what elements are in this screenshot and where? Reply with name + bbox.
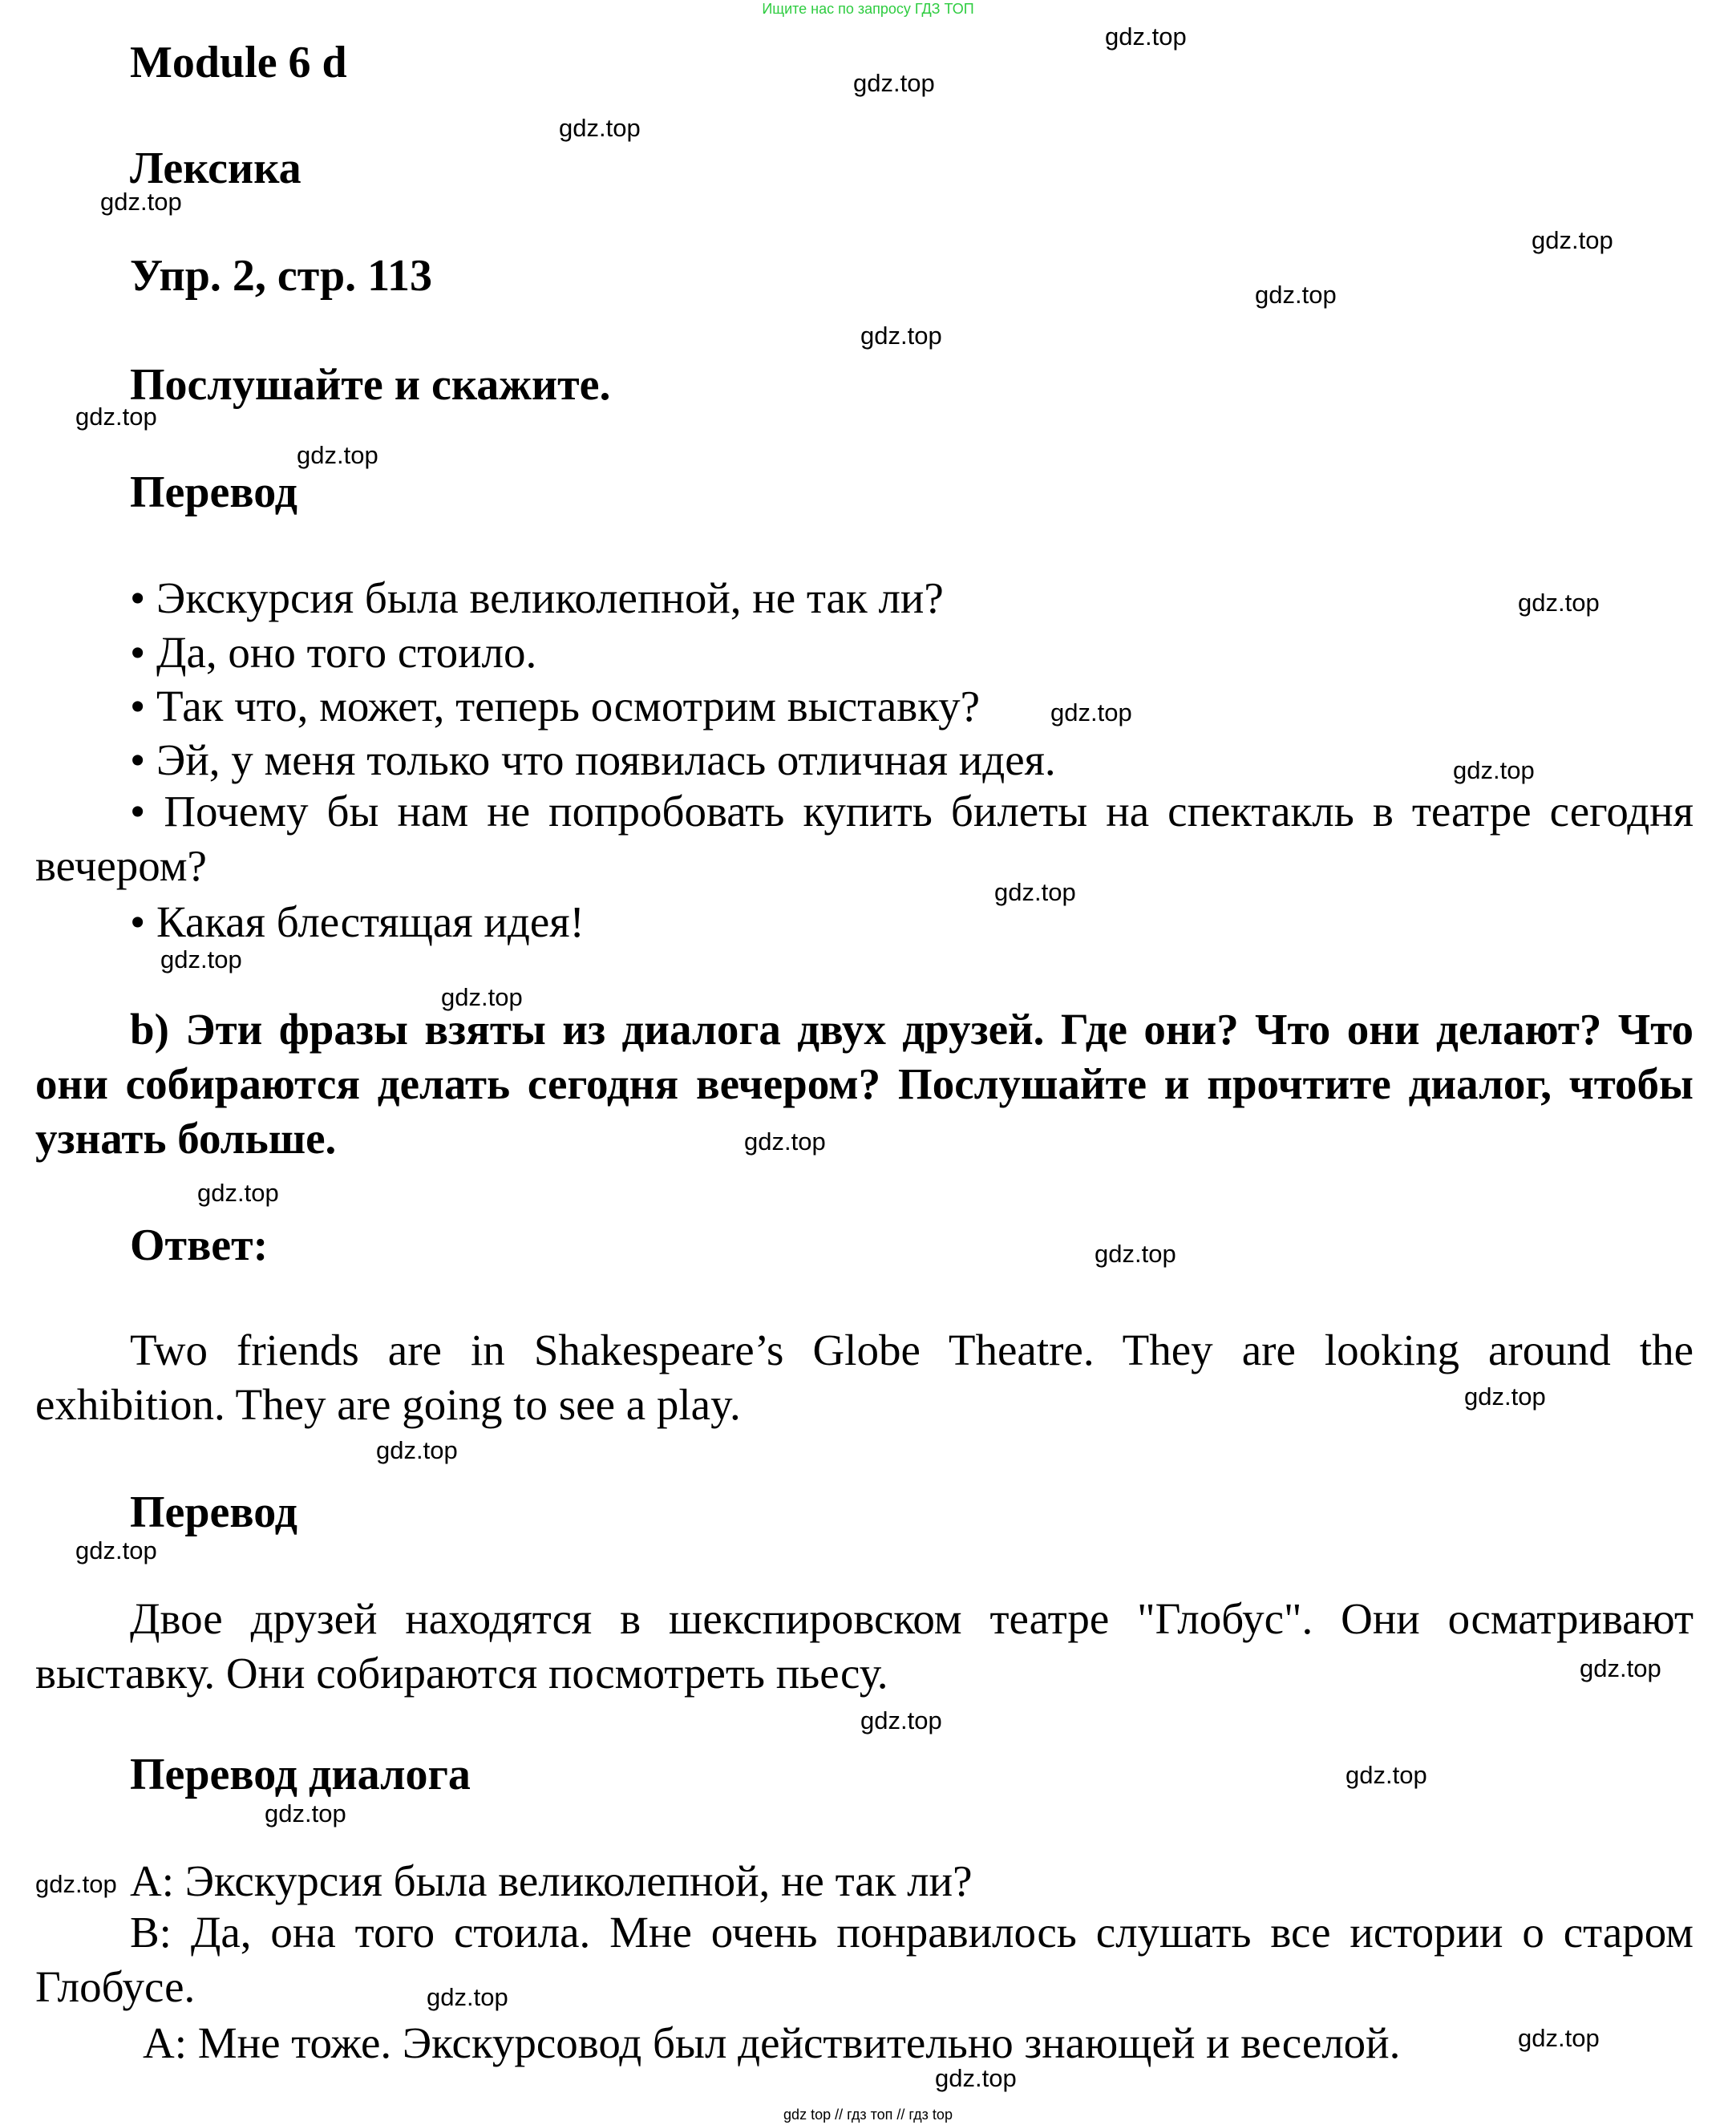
section-heading: Лексика	[130, 144, 301, 193]
watermark: gdz.top	[860, 322, 942, 350]
bullet-item: • Почему бы нам не попробовать купить билеты на спектакль в театре сегодня вечером?	[35, 787, 1694, 890]
watermark: gdz.top	[197, 1179, 279, 1207]
watermark: gdz.top	[1255, 281, 1337, 309]
watermark: gdz.top	[100, 188, 182, 216]
dialogue-heading: Перевод диалога	[130, 1750, 471, 1799]
watermark: gdz.top	[35, 1870, 117, 1898]
watermark: gdz.top	[935, 2064, 1017, 2092]
watermark: gdz.top	[1518, 589, 1600, 617]
bullet-item: • Экскурсия была великолепной, не так ли?	[130, 573, 944, 622]
bullet-item: • Так что, может, теперь осмотрим выставку?	[130, 682, 981, 731]
watermark: gdz.top	[376, 1436, 458, 1464]
page-title: Module 6 d	[130, 38, 347, 87]
answer-russian: Двое друзей находятся в шекспировском театре "Глобус". Они осматривают выставку. Они собираются посмотреть пьесу.	[35, 1594, 1694, 1698]
watermark: gdz.top	[75, 403, 157, 431]
watermark: gdz.top	[1580, 1654, 1661, 1682]
watermark: gdz.top	[75, 1536, 157, 1564]
answer-english: Two friends are in Shakespeare’s Globe Theatre. They are looking around the exhibition. They are going to see a play.	[35, 1326, 1694, 1429]
translation-heading-2: Перевод	[130, 1488, 297, 1537]
bullet-item: • Да, оно того стоило.	[130, 628, 537, 677]
watermark: gdz.top	[1453, 756, 1535, 784]
watermark: gdz.top	[1105, 22, 1187, 51]
dialogue-line: A: Экскурсия была великолепной, не так ли?	[130, 1856, 973, 1905]
dialogue-line: A: Мне тоже. Экскурсовод был действительно знающей и веселой.	[143, 2018, 1401, 2067]
translation-heading: Перевод	[130, 468, 297, 517]
answer-heading: Ответ:	[130, 1220, 269, 1270]
watermark: gdz.top	[1518, 2024, 1600, 2052]
watermark: gdz.top	[265, 1799, 346, 1828]
watermark: gdz.top	[994, 878, 1076, 906]
dialogue-line: B: Да, она того стоила. Мне очень понравилось слушать все истории о старом Глобусе.	[35, 1908, 1694, 2011]
exercise-heading: Упр. 2, стр. 113	[130, 251, 433, 301]
task-b-paragraph: b) Эти фразы взяты из диалога двух друзей. Где они? Что они делают? Что они собираются делать сегодня вечером? Послушайте и прочтите диалог, чтобы узнать больше.	[35, 1005, 1694, 1163]
watermark: gdz.top	[860, 1706, 942, 1734]
bullet-item: • Какая блестящая идея!	[130, 897, 585, 946]
watermark: gdz.top	[1095, 1240, 1176, 1268]
watermark: gdz.top	[160, 945, 242, 973]
task-a-heading: Послушайте и скажите.	[130, 360, 611, 410]
watermark: gdz.top	[297, 441, 378, 469]
bullet-item: • Эй, у меня только что появилась отличная идея.	[130, 735, 1056, 784]
watermark: gdz.top	[1050, 698, 1132, 727]
bottom-banner: gdz top // гдз топ // гдз top	[783, 2107, 953, 2123]
watermark: gdz.top	[1346, 1761, 1427, 1789]
watermark: gdz.top	[441, 983, 523, 1011]
watermark: gdz.top	[853, 69, 935, 97]
top-banner: Ищите нас по запросу ГДЗ ТОП	[762, 1, 974, 17]
watermark: gdz.top	[744, 1127, 826, 1156]
watermark: gdz.top	[427, 1983, 508, 2011]
watermark: gdz.top	[1464, 1382, 1546, 1411]
watermark: gdz.top	[559, 114, 641, 142]
watermark: gdz.top	[1532, 226, 1613, 254]
